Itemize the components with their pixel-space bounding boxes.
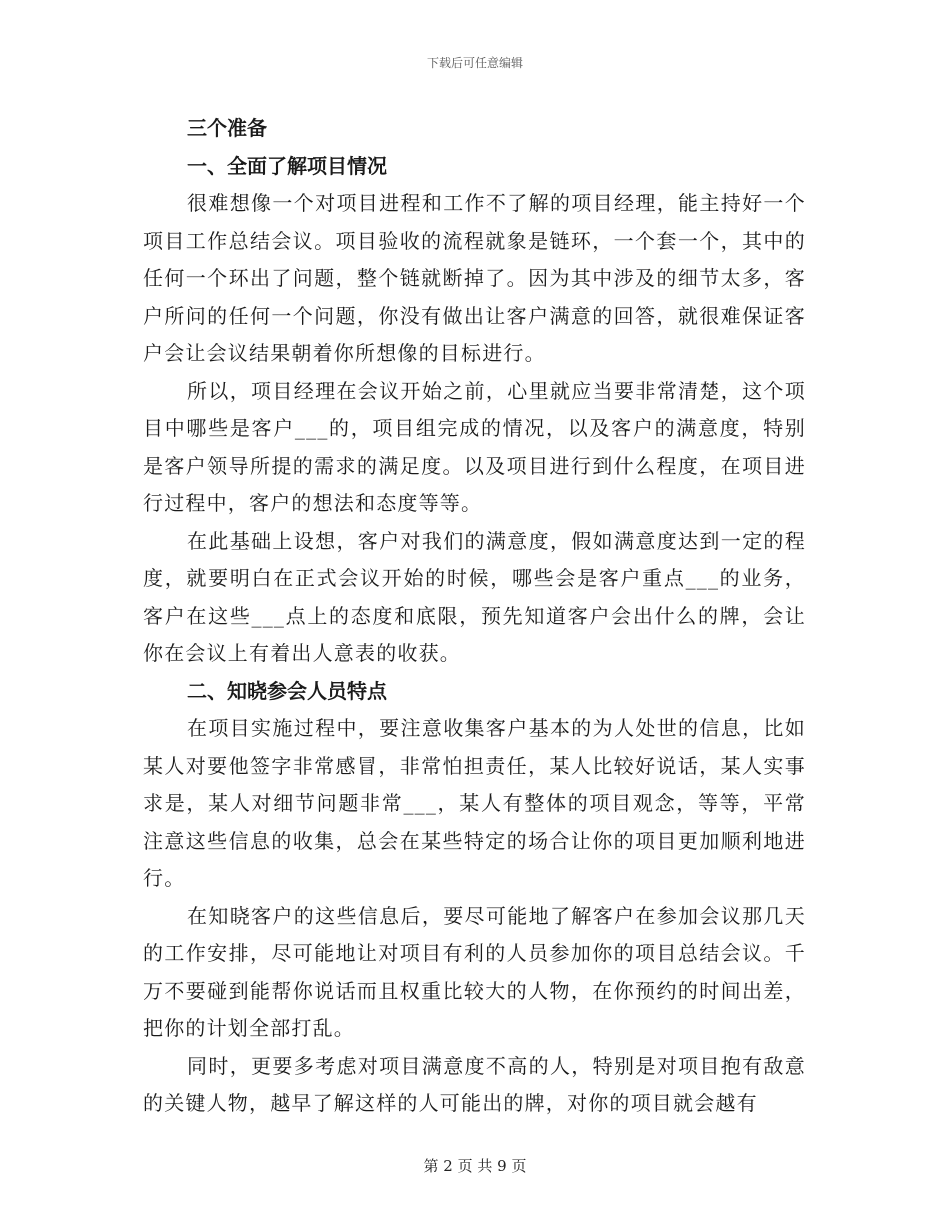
paragraph: 在知晓客户的这些信息后，要尽可能地了解客户在参加会议那几天的工作安排，尽可能地让对项目有利的人员参加你的项目总结会议。千万不要碰到能帮你说话而且权重比较大的人物，在你预约的时间出差，把你的计划全部打乱。 xyxy=(143,903,806,1040)
section-heading: 一、全面了解项目情况 xyxy=(187,153,387,178)
document-body xyxy=(143,110,806,1123)
paragraph: 在项目实施过程中，要注意收集客户基本的为人处世的信息，比如某人对要他签字非常感冒，非常怕担责任，某人比较好说话，某人实事求是，某人对细节问题非常___，某人有整体的项目观念，等等，平常注意这些信息的收集，总会在某些特定的场合让你的项目更加顺利地进行。 xyxy=(143,716,806,890)
page-number: 第 2 页 共 9 页 xyxy=(423,1157,527,1175)
paragraph: 所以，项目经理在会议开始之前，心里就应当要非常清楚，这个项目中哪些是客户___的，项目组完成的情况，以及客户的满意度，特别是客户领导所提的需求的满足度。以及项目进行到什么程度，在项目进行过程中，客户的想法和态度等等。 xyxy=(143,378,806,515)
paragraph: 在此基础上设想，客户对我们的满意度，假如满意度达到一定的程度，就要明白在正式会议开始的时候，哪些会是客户重点___的业务，客户在这些___点上的态度和底限，预先知道客户会出什么的牌，会让你在会议上有着出人意表的收获。 xyxy=(143,528,806,665)
document-title: 三个准备 xyxy=(187,116,267,140)
page-header: 下载后可任意编辑 xyxy=(426,56,523,70)
section-heading: 二、知晓参会人员特点 xyxy=(187,678,387,703)
paragraph: 很难想像一个对项目进程和工作不了解的项目经理，能主持好一个项目工作总结会议。项目验收的流程就象是链环，一个套一个，其中的任何一个环出了问题，整个链就断掉了。因为其中涉及的细节太多，客户所问的任何一个问题，你没有做出让客户满意的回答，就很难保证客户会让会议结果朝着你所想像的目标进行。 xyxy=(143,191,806,365)
paragraph: 同时，更要多考虑对项目满意度不高的人，特别是对项目抱有敌意的关键人物，越早了解这样的人可能出的牌，对你的项目就会越有 xyxy=(143,1053,806,1115)
